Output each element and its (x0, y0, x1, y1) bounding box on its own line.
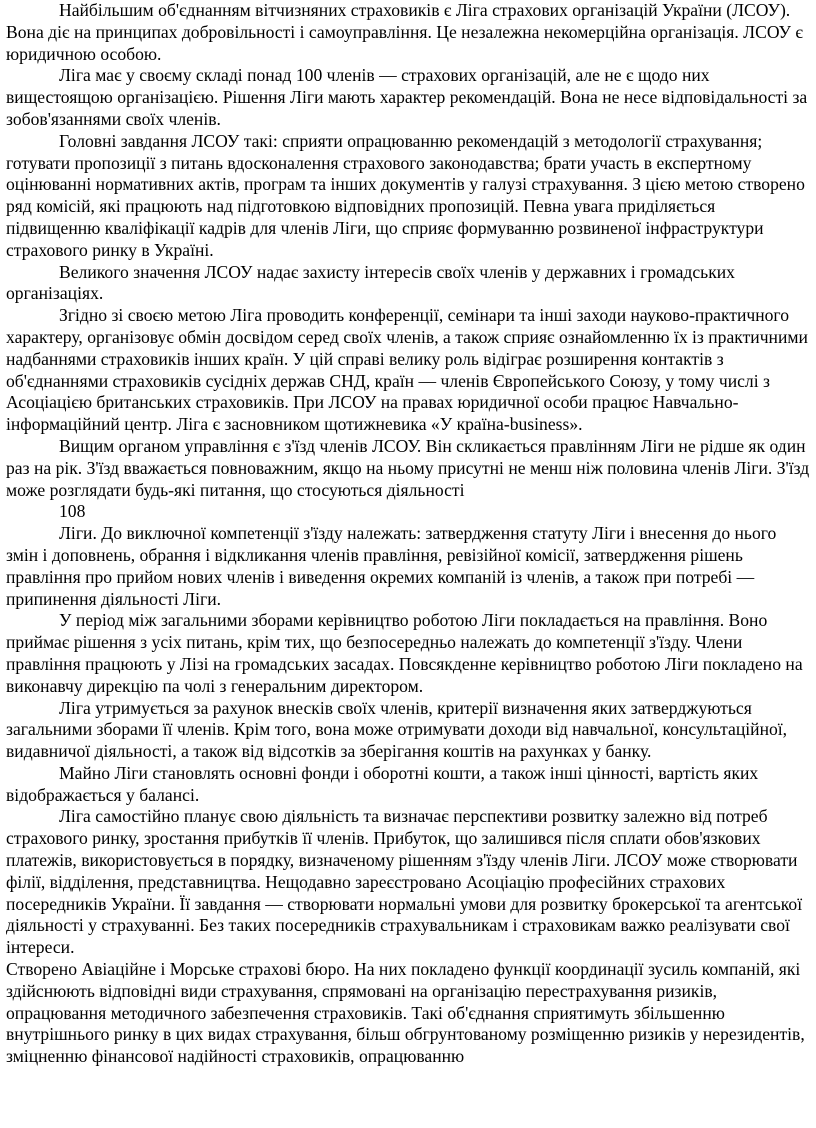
paragraph: Вищим органом управління є з'їзд членів ЛСОУ. Він скликається правлінням Ліги не рідше як один раз на рік. З'їзд вважається повноважним, якщо на ньому присутні не менш ніж половина членів Ліги. З'їзд може розглядати будь-які питання, що стосуються діяльності (6, 435, 810, 500)
paragraph: Ліги. До виключної компетенції з'їзду належать: затвердження статуту Ліги і внесення до нього змін і доповнень, обрання і відкликання членів правління, ревізійної комісії, затвердження рішень правління про прийом нових членів і виведення окремих компаній із членів, а також при потребі — припинення діяльності Ліги. (6, 523, 777, 609)
paragraph: Ліга самостійно планує свою діяльність та визначає перспективи розвитку залежно від потреб страхового ринку, зростання прибутків її членів. Прибуток, що залишився після сплати обов'язкових платежів, використовується в порядку, визначеному рішенням з'їзду членів Ліги. ЛСОУ може створювати філії, відділення, представництва. Нещодавно зареєстровано Асоціацію професійних страхових посередників України. Її завдання — створювати нормальні умови для розвитку брокерської та агентської діяльності у страхуванні. Без таких посередників страхувальникам і страховикам важко реалізувати свої інтереси. (6, 806, 803, 958)
paragraph: Великого значення ЛСОУ надає захисту інтересів своїх членів у державних і громадських організаціях. (6, 261, 735, 304)
paragraph: Створено Авіаційне і Морське страхові бюро. На них покладено функції координації зусиль компаній, які здійснюють відповідні види страхування, спрямовані на організацію перестрахування ризиків, опрацювання методичного забезпечення страховиків. Такі об'єднання сприятимуть збільшенню внутрішнього ринку в цих видах страхування, більш обгрунтованому розміщенню ризиків у нерезидентів, зміцненню фінансової надійності страховиків, опрацюванню (6, 959, 805, 1067)
paragraph: Ліга утримується за рахунок внесків своїх членів, критерії визначення яких затверджуються загальними зборами її членів. Крім того, вона може отримувати доходи від навчальної, консультаційної, видавничої діяльності, а також від відсотків за зберігання коштів на рахунках у банку. (6, 697, 788, 762)
paragraph: Найбільшим об'єднанням вітчизняних страховиків є Ліга страхових організацій України (ЛСОУ). Вона діє на принципах добровільності і самоуправління. Це незалежна некомерційна організація. ЛСОУ є юридичною особою. (6, 0, 803, 64)
paragraph: Майно Ліги становлять основні фонди і оборотні кошти, а також інші цінності, вартість яких відображається у балансі. (6, 762, 759, 805)
page-number: 108 (59, 501, 86, 522)
paragraph: Ліга має у своєму складі понад 100 членів — страхових організацій, але не є щодо них вищестоящою організацією. Рішення Ліги мають характер рекомендацій. Вона не несе відповідальності за зобов'язаннями своїх членів. (6, 65, 808, 129)
paragraph: Головні завдання ЛСОУ такі: сприяти опрацюванню рекомендацій з методології страхування; готувати пропозиції з питань вдосконалення страхового законодавства; брати участь в експертному оцінюванні нормативних актів, програм та інших документів у галузі страхування. З цією метою створено ряд комісій, які працюють над підготовкою відповідних пропозицій. Певна увага приділяється підвищенню кваліфікації кадрів для членів Ліги, що сприяє формуванню розвиненої інфраструктури страхового ринку в Україні. (6, 130, 805, 260)
paragraph: У період між загальними зборами керівництво роботою Ліги покладається на правління. Воно приймає рішення з усіх питань, крім тих, що безпосередньо належать до компетенції з'їзду. Члени правління працюють у Лізі на громадських засадах. Повсякденне керівництво роботою Ліги покладено на виконавчу дирекцію па чолі з генеральним директором. (6, 610, 803, 696)
paragraph: Згідно зі своєю метою Ліга проводить конференції, семінари та інші заходи науково-практичного характеру, організовує обмін досвідом серед своїх членів, а також сприяє ознайомленню їх із практичними надбаннями страховиків інших країн. У цій справі велику роль відіграє розширення контактів з об'єднаннями страховиків сусідніх держав СНД, країн — членів Європейського Союзу, у тому числі з Асоціацією британських страховиків. При ЛСОУ на правах юридичної особи працює Навчально-інформаційний центр. Ліга є засновником щотижневика «У країна-business». (6, 305, 808, 435)
